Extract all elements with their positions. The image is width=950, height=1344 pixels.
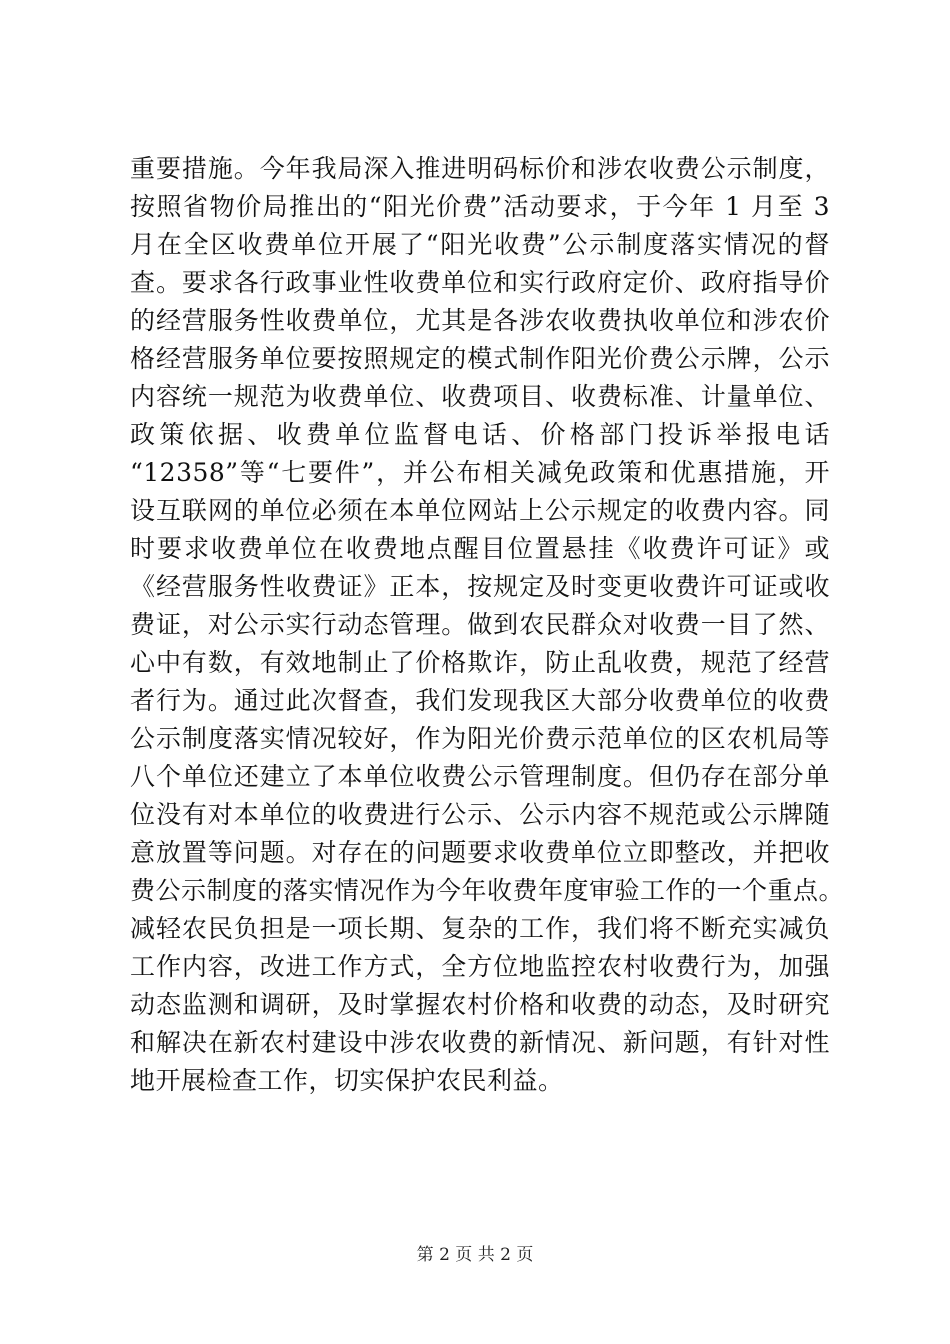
text-line: 和解决在新农村建设中涉农收费的新情况、新问题，有针对性 bbox=[130, 1028, 830, 1057]
text-line: 设互联网的单位必须在本单位网站上公示规定的收费内容。同 bbox=[130, 496, 830, 525]
text-line: 者行为。通过此次督查，我们发现我区大部分收费单位的收费 bbox=[130, 686, 830, 715]
text-line: 月在全区收费单位开展了“阳光收费”公示制度落实情况的督 bbox=[130, 230, 830, 259]
text-line: 减轻农民负担是一项长期、复杂的工作，我们将不断充实减负 bbox=[130, 914, 830, 943]
text-line: 公示制度落实情况较好，作为阳光价费示范单位的区农机局等 bbox=[130, 724, 830, 753]
text-line: 八个单位还建立了本单位收费公示管理制度。但仍存在部分单 bbox=[130, 762, 830, 791]
text-line: 动态监测和调研，及时掌握农村价格和收费的动态，及时研究 bbox=[130, 990, 830, 1019]
text-line: 时要求收费单位在收费地点醒目位置悬挂《收费许可证》或 bbox=[130, 534, 830, 563]
text-line: 《经营服务性收费证》正本，按规定及时变更收费许可证或收 bbox=[130, 572, 830, 601]
text-line: 费公示制度的落实情况作为今年收费年度审验工作的一个重点。 bbox=[130, 876, 845, 905]
text-line: 心中有数，有效地制止了价格欺诈，防止乱收费，规范了经营 bbox=[130, 648, 830, 677]
text-line: 意放置等问题。对存在的问题要求收费单位立即整改，并把收 bbox=[130, 838, 830, 867]
text-line: 政策依据、收费单位监督电话、价格部门投诉举报电话 bbox=[130, 420, 830, 449]
page-number-footer: 第 2 页 共 2 页 bbox=[416, 1245, 534, 1265]
text-line: 格经营服务单位要按照规定的模式制作阳光价费公示牌，公示 bbox=[130, 344, 830, 373]
text-line: 按照省物价局推出的“阳光价费”活动要求，于今年 1 月至 3 bbox=[130, 192, 830, 221]
text-line: 工作内容，改进工作方式，全方位地监控农村收费行为，加强 bbox=[130, 952, 830, 981]
text-line: 地开展检查工作，切实保护农民利益。 bbox=[130, 1066, 564, 1095]
text-line: 位没有对本单位的收费进行公示、公示内容不规范或公示牌随 bbox=[130, 800, 830, 829]
text-line: 内容统一规范为收费单位、收费项目、收费标准、计量单位、 bbox=[130, 382, 830, 411]
body-paragraph bbox=[130, 150, 845, 1100]
text-line: 查。要求各行政事业性收费单位和实行政府定价、政府指导价 bbox=[130, 268, 830, 297]
text-line: 费证，对公示实行动态管理。做到农民群众对收费一目了然、 bbox=[130, 610, 830, 639]
text-line: 的经营服务性收费单位，尤其是各涉农收费执收单位和涉农价 bbox=[130, 306, 830, 335]
text-line: “12358”等“七要件”，并公布相关减免政策和优惠措施，开 bbox=[130, 458, 830, 487]
text-line: 重要措施。今年我局深入推进明码标价和涉农收费公示制度， bbox=[130, 154, 830, 183]
